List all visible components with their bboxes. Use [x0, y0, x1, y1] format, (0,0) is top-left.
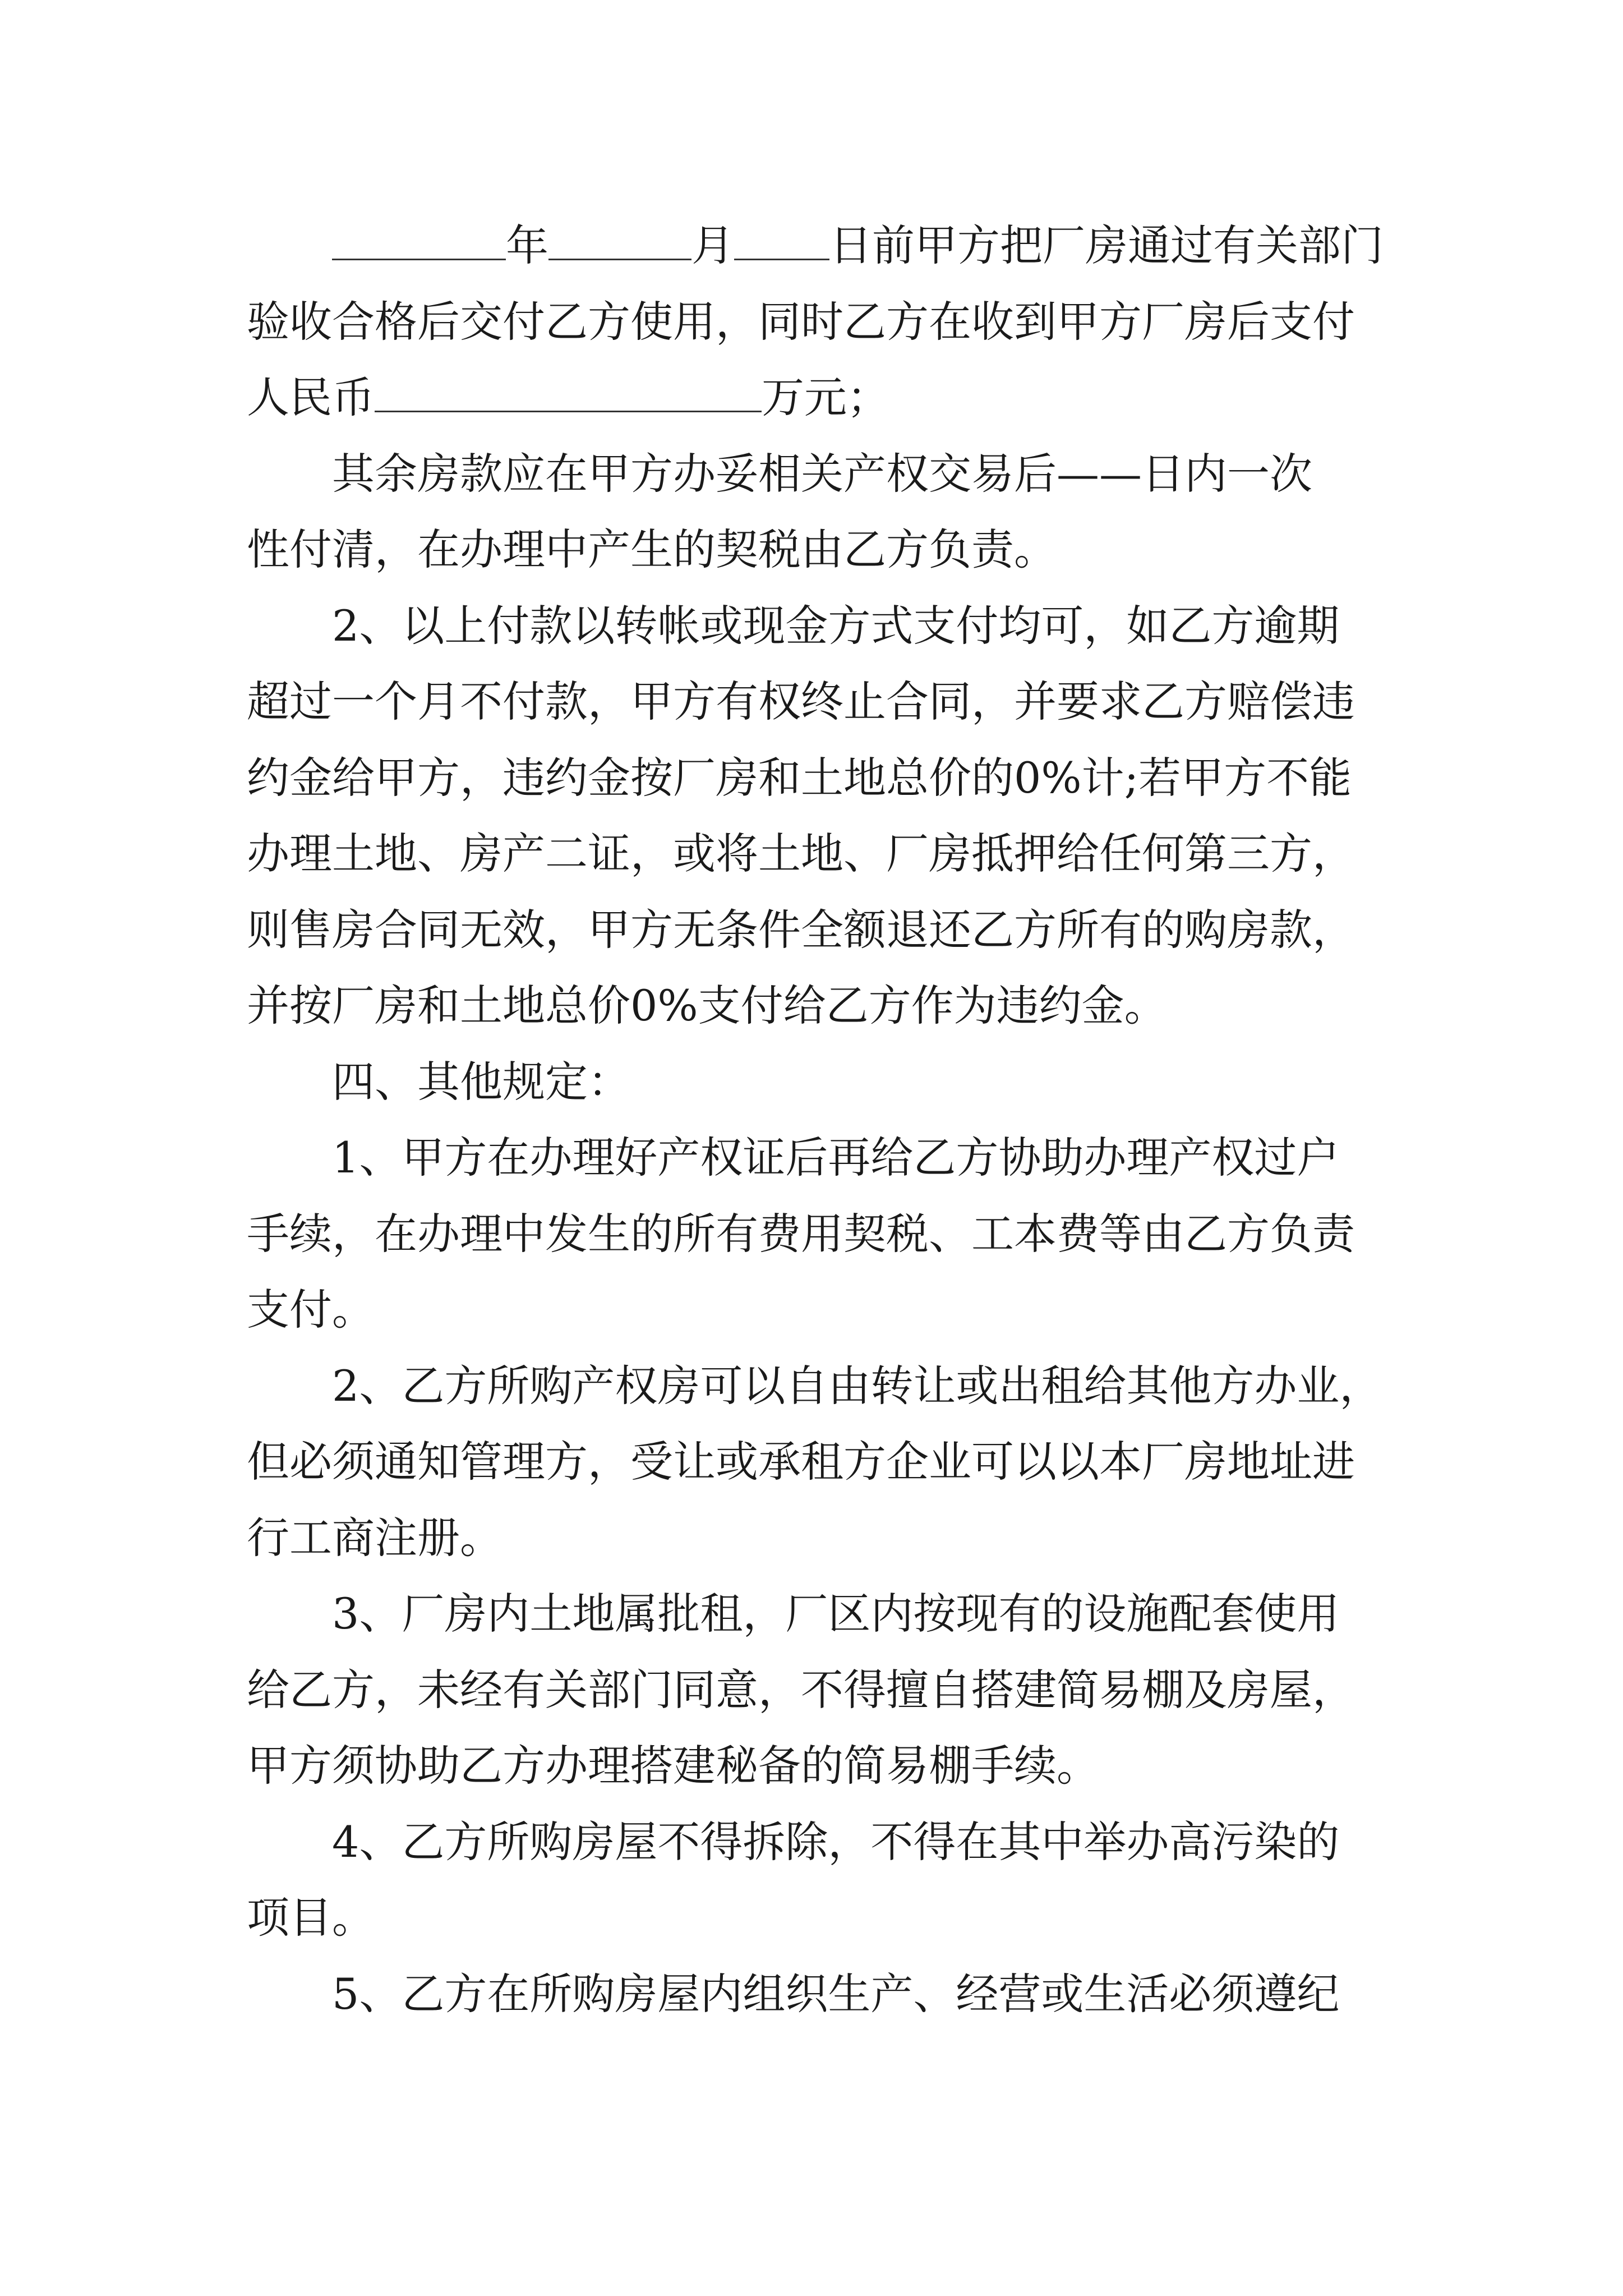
text-line: 5、乙方在所购房屋内组织生产、经营或生活必须遵纪 [332, 1968, 1340, 2019]
text-segment: 日前甲方把厂房通过有关部门 [829, 220, 1384, 270]
text-line: 但必须通知管理方，受让或承租方企业可以以本厂房地址进 [247, 1437, 1355, 1487]
paragraph-provision-5 [247, 1956, 1385, 2032]
paragraph-provision-4 [247, 1804, 1385, 1956]
text-line: 手续，在办理中发生的所有费用契税、工本费等由乙方负责 [247, 1208, 1355, 1259]
text-line: 2、乙方所购产权房可以自由转让或出租给其他方办业， [332, 1360, 1382, 1411]
text-line: 则售房合同无效，甲方无条件全额退还乙方所有的购房款， [247, 904, 1355, 955]
paragraph-remaining-payment [247, 436, 1385, 588]
blank-month-field[interactable] [548, 223, 691, 260]
paragraph-provision-2 [247, 1348, 1385, 1576]
paragraph-provision-1 [247, 1120, 1385, 1348]
text-line: 甲方须协助乙方办理搭建秘备的简易棚手续。 [247, 1741, 1099, 1791]
blank-day-field[interactable] [734, 223, 829, 260]
blank-amount-field[interactable] [375, 375, 762, 412]
text-segment: 年 [506, 220, 548, 270]
paragraph-provision-3 [247, 1576, 1385, 1804]
section-heading-text: 四、其他规定： [332, 1056, 630, 1107]
text-line: 其余房款应在甲方办妥相关产权交易后——日内一次 [332, 448, 1312, 499]
text-segment: 万元； [762, 372, 889, 422]
text-line: 3、厂房内土地属批租，厂区内按现有的设施配套使用 [332, 1589, 1340, 1639]
text-line: 项目。 [247, 1893, 375, 1943]
text-line [247, 208, 1385, 284]
text-line: 约金给甲方，违约金按厂房和土地总价的0%计;若甲方不能 [247, 752, 1352, 803]
text-line: 超过一个月不付款，甲方有权终止合同，并要求乙方赔偿违 [247, 677, 1355, 726]
text-line: 行工商注册。 [247, 1512, 502, 1563]
text-line: 办理土地、房产二证，或将土地、厂房抵押给任何第三方， [247, 829, 1355, 878]
text-line: 性付清，在办理中产生的契税由乙方负责。 [247, 524, 1057, 574]
document-body [247, 208, 1385, 2032]
paragraph-delivery-payment [247, 208, 1385, 436]
text-line: 4、乙方所购房屋不得拆除，不得在其中举办高污染的 [332, 1816, 1340, 1867]
blank-year-field[interactable] [332, 223, 506, 260]
text-segment: 人民币 [247, 372, 375, 422]
text-line: 给乙方，未经有关部门同意，不得擅自搭建简易棚及房屋， [247, 1664, 1355, 1715]
paragraph-clause-2-payment-terms [247, 588, 1385, 1044]
text-line: 支付。 [247, 1285, 375, 1335]
text-line [247, 360, 1385, 436]
text-line: 验收合格后交付乙方使用，同时乙方在收到甲方厂房后支付 [247, 296, 1355, 347]
section-heading-other-provisions [247, 1044, 1385, 1120]
text-segment: 月 [691, 220, 734, 270]
text-line: 2、以上付款以转帐或现金方式支付均可，如乙方逾期 [332, 600, 1340, 651]
text-line: 并按厂房和土地总价0%支付给乙方作为违约金。 [247, 981, 1167, 1030]
text-line: 1、甲方在办理好产权证后再给乙方协助办理产权过户 [332, 1133, 1340, 1182]
